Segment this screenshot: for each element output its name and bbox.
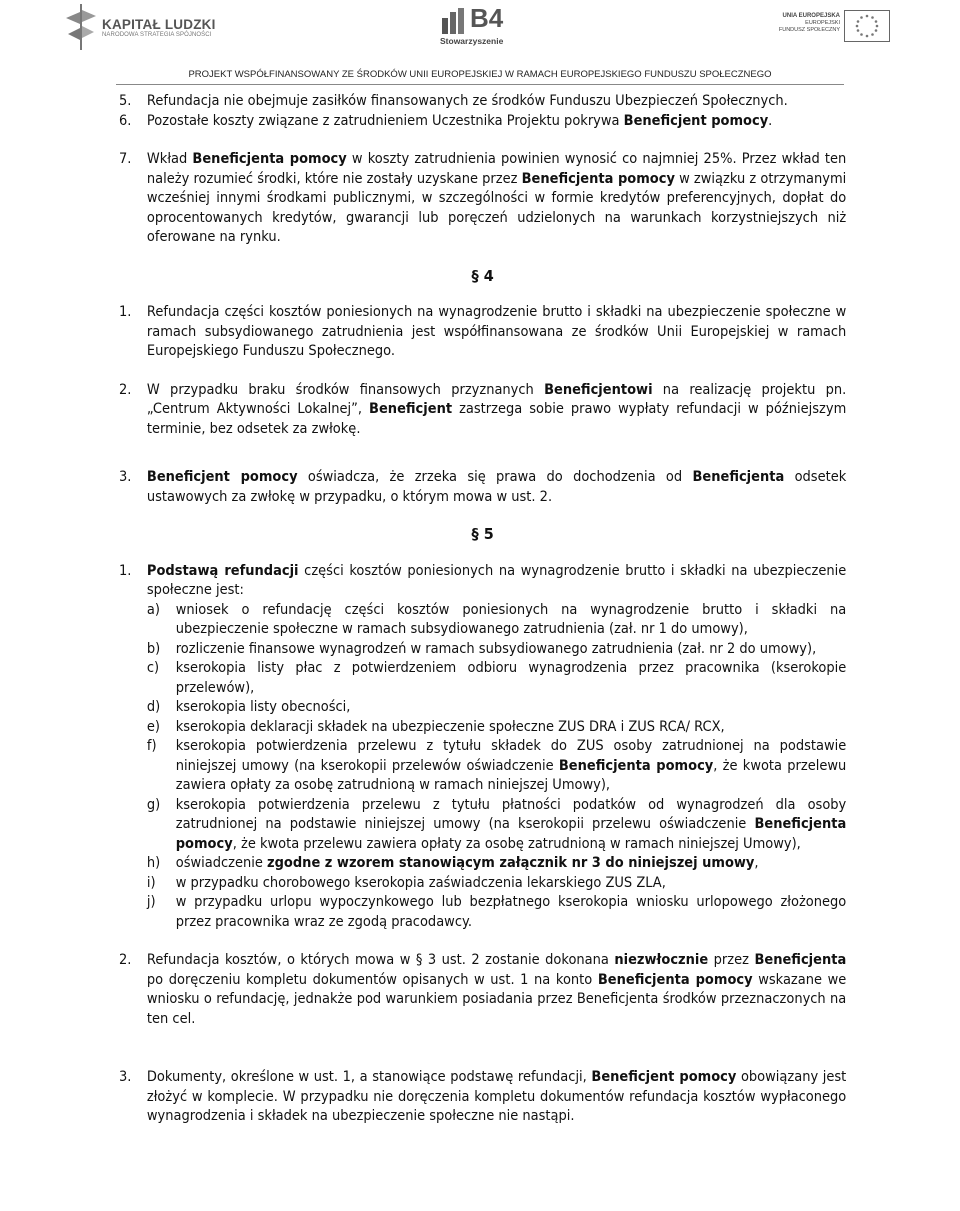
paragraph-text: W przypadku braku środków finansowych przyznanych Beneficjentowi na realizację projektu pn. „Centrum Aktywności Lokalnej”, Beneficjent zastrzega sobie prawo wypłaty refundacji w późniejszym terminie, bez odsetek za zwłokę.	[146, 381, 847, 437]
section5-paragraph-3	[119, 1068, 846, 1127]
section-heading-5: § 5	[471, 525, 494, 543]
eu-logo	[774, 10, 890, 44]
paragraph-number: 1.	[119, 304, 132, 320]
paragraph-text: Dokumenty, określone w ust. 1, a stanowiące podstawę refundacji, Beneficjent pomocy obowiązany jest złożyć w komplecie. W przypadku nie doręczenia kompletu dokumentów refundacja kosztów wypłaconego wynagrodzenia i składek na ubezpieczenie społeczne nie nastąpi.	[146, 1069, 847, 1124]
eu-line-1: UNIA EUROPEJSKA	[782, 13, 840, 19]
list-item-c: c) kserokopia listy płac z potwierdzeniem odbioru wynagrodzenia przez pracownika (kserokopie przelewów),	[146, 660, 847, 696]
paragraph-7	[119, 150, 846, 248]
section5-paragraph-2	[119, 951, 846, 1029]
list-item-b: b) rozliczenie finansowe wynagrodzeń w ramach subsydiowanego zatrudnienia (zał. nr 2 do umowy),	[146, 640, 817, 657]
b4-mark-icon	[440, 6, 470, 36]
paragraph-text: Beneficjent pomocy oświadcza, że zrzeka się prawa do dochodzenia od Beneficjenta odsetek ustawowych za zwłokę w przypadku, o którym mowa w ust. 2.	[146, 469, 847, 505]
paragraph-text: Wkład Beneficjenta pomocy w koszty zatrudnienia powinien wynosić co najmniej 25%. Przez wkład ten należy rozumieć środki, które nie zostały uzyskane przez Beneficjenta pomocy w związku z otrzymanymi wcześniej innymi środkami publicznymi, w szczególności w formie kredytów preferencyjnych, dopłat do oprocentowanych kredytów, gwarancji lub poręczeń udzielonych na warunkach korzystniejszych niż oferowane na rynku.	[146, 151, 847, 245]
paragraph-text: Refundacja części kosztów poniesionych na wynagrodzenie brutto i składki na ubezpieczenie społeczne w ramach subsydiowanego zatrudnienia jest współfinansowana ze środków Unii Europejskiej w ramach Europejskiego Funduszu Społecznego.	[146, 304, 847, 359]
paragraph-number: 1.	[119, 562, 132, 579]
paragraph-text: Pozostałe koszty związane z zatrudnieniem Uczestnika Projektu pokrywa Beneficjent pomocy.	[146, 112, 773, 129]
document-body	[119, 92, 846, 1127]
paragraph-number: 2.	[119, 381, 132, 398]
list-item-i: i) w przypadku chorobowego kserokopia zaświadczenia lekarskiego ZUS ZLA,	[146, 874, 666, 891]
section5-paragraph-1	[119, 562, 846, 601]
list-item-g: g) kserokopia potwierdzenia przelewu z tytułu płatności podatków od wynagrodzeń dla osoby zatrudnionej na podstawie niniejszej umowy (na kserokopii przelewu oświadczenie Beneficjenta pomocy, że kwota przelewu zawiera opłaty za osobę zatrudnioną w ramach niniejszej Umowy),	[146, 796, 847, 852]
kapital-ludzki-logo	[66, 2, 226, 52]
paragraph-number: 3.	[119, 469, 132, 485]
list-item-e: e) kserokopia deklaracji składek na ubezpieczenie społeczne ZUS DRA i ZUS RCA/ RCX,	[146, 718, 725, 735]
paragraph-text: Refundacja kosztów, o których mowa w § 3 ust. 2 zostanie dokonana niezwłocznie przez Beneficjenta po doręczeniu kompletu dokumentów opisanych w ust. 1 na konto Beneficjenta pomocy wskazane we wniosku o refundację, jednakże pod warunkiem posiadania przez Beneficjenta środków przeznaczonych na ten cel.	[146, 952, 847, 1027]
eu-flag-icon	[844, 10, 890, 42]
paragraph-number: 2.	[119, 952, 132, 968]
paragraph-number: 3.	[119, 1069, 132, 1085]
paragraph-number: 7.	[119, 151, 132, 167]
kapital-ludzki-title: KAPITAŁ LUDZKI	[102, 16, 216, 32]
project-cofinancing-line: PROJEKT WSPÓŁFINANSOWANY ZE ŚRODKÓW UNII EUROPEJSKIEJ W RAMACH EUROPEJSKIEGO FUNDUSZU SPOŁECZNEGO	[188, 69, 772, 80]
section4-paragraph-2	[119, 381, 846, 440]
header-divider	[116, 84, 844, 85]
section4-paragraph-3	[119, 468, 846, 507]
kapital-ludzki-mark-icon	[66, 4, 96, 50]
paragraph-6	[119, 112, 846, 132]
paragraph-text: Refundacja nie obejmuje zasiłków finansowanych ze środków Funduszu Ubezpieczeń Społecznych.	[146, 93, 788, 109]
list-item-j: j) w przypadku urlopu wypoczynkowego lub bezpłatnego kserokopia wniosku urlopowego złożonego przez pracownika wraz ze zgodą pracodawcy.	[146, 894, 847, 930]
eu-line-2: EUROPEJSKI	[805, 20, 840, 26]
kapital-ludzki-subtitle: NARODOWA STRATEGIA SPÓJNOŚCI	[102, 31, 212, 38]
paragraph-number: 5.	[119, 93, 132, 109]
paragraph-number: 6.	[119, 112, 132, 129]
b4-logo	[440, 3, 520, 46]
b4-title: B4	[470, 3, 504, 33]
page-header	[0, 0, 960, 86]
b4-subtitle: Stowarzyszenie	[440, 36, 504, 46]
list-item-d: d) kserokopia listy obecności,	[146, 699, 351, 715]
list-item-f: f) kserokopia potwierdzenia przelewu z tytułu składek do ZUS osoby zatrudnionej na podstawie niniejszej umowy (na kserokopii przelewów oświadczenie Beneficjenta pomocy, że kwota przelewu zawiera opłaty za osobę zatrudnioną w ramach niniejszej Umowy),	[146, 738, 847, 793]
eu-line-3: FUNDUSZ SPOŁECZNY	[778, 27, 840, 33]
paragraph-text: Podstawą refundacji części kosztów poniesionych na wynagrodzenie brutto i składki na ubezpieczenie społeczne jest:	[146, 562, 847, 598]
section4-paragraph-1	[119, 303, 846, 362]
list-item-a: a) wniosek o refundację części kosztów poniesionych na wynagrodzenie brutto i składki na ubezpieczenie społeczne w ramach subsydiowanego zatrudnienia (zał. nr 1 do umowy),	[146, 601, 847, 637]
section-heading-4: § 4	[471, 266, 494, 285]
paragraph-5	[119, 92, 846, 112]
list-item-h: h) oświadczenie zgodne z wzorem stanowiącym załącznik nr 3 do niniejszej umowy,	[146, 855, 759, 871]
